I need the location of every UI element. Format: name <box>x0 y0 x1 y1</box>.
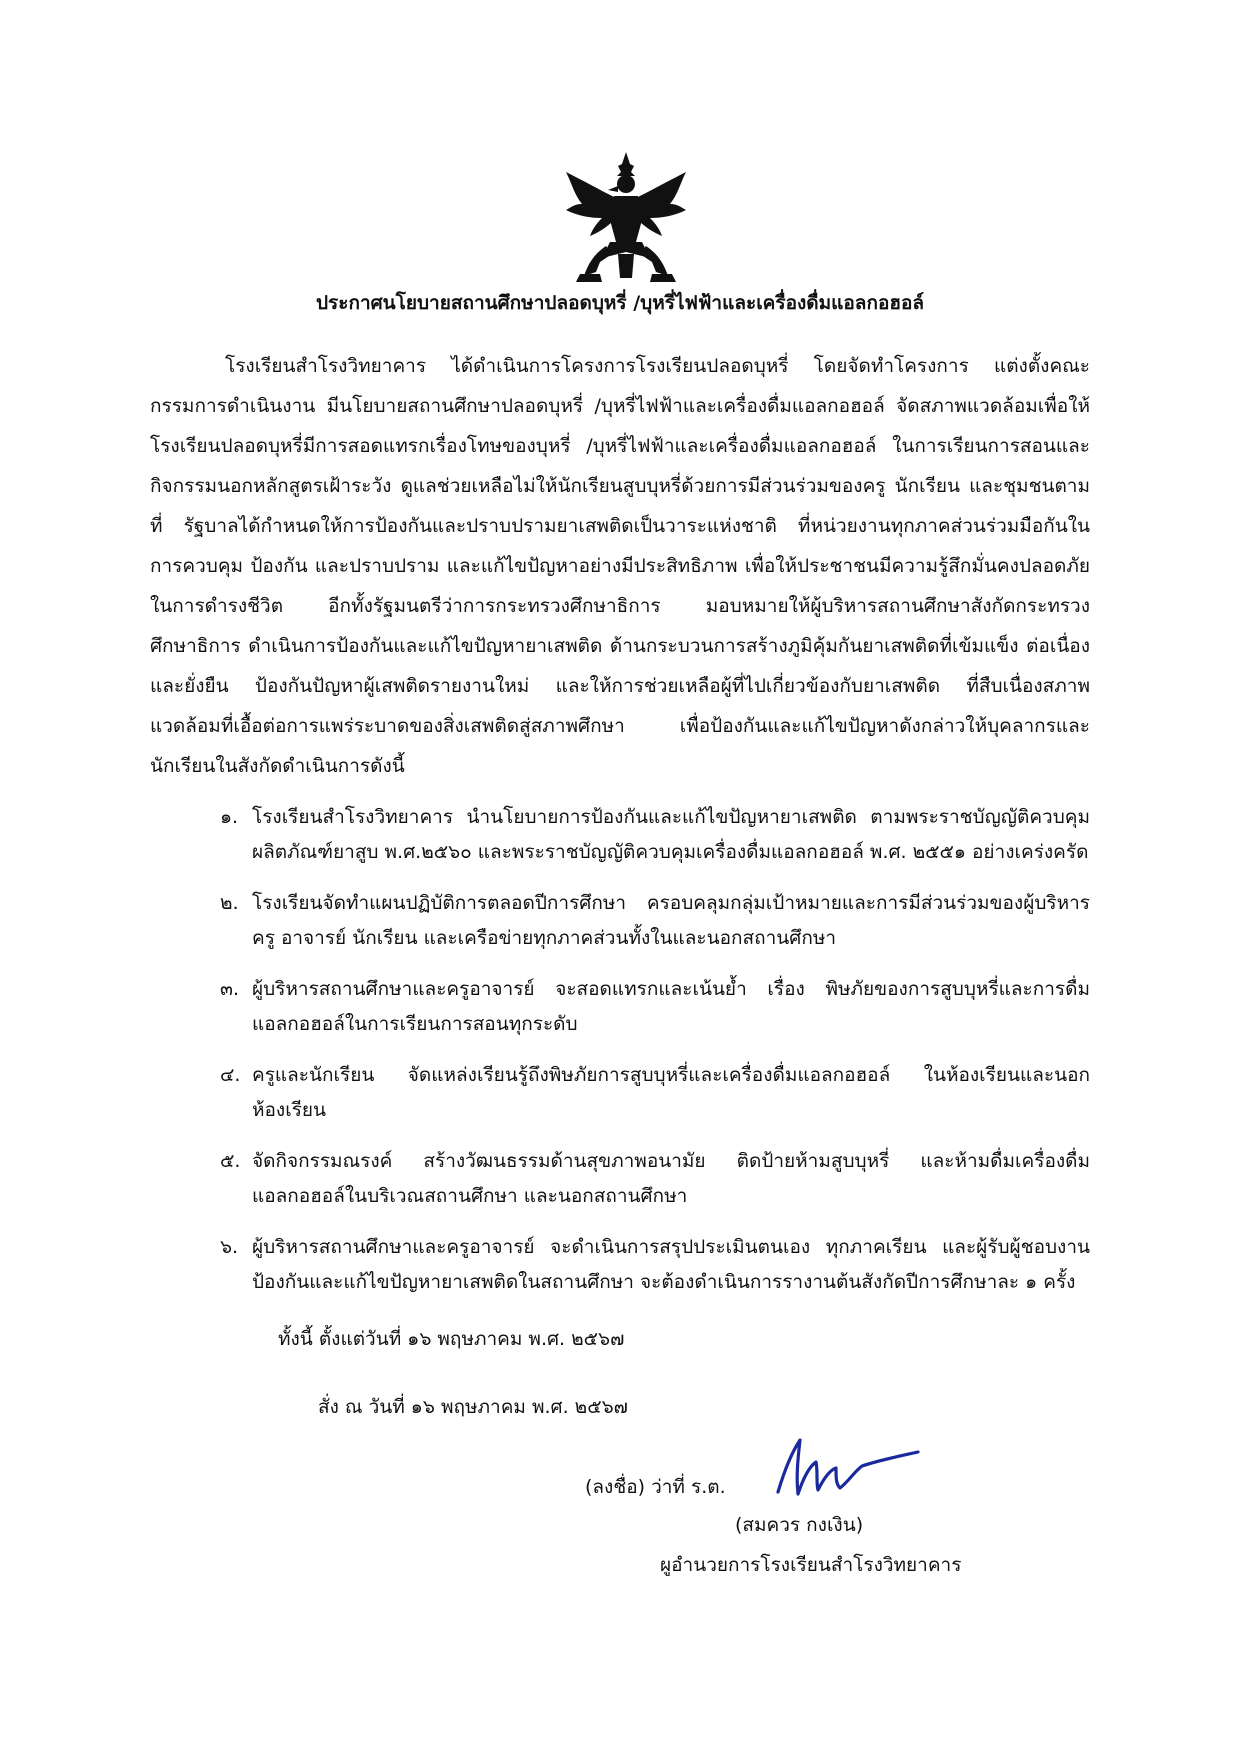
list-item <box>220 800 1090 870</box>
list-item <box>220 1230 1090 1300</box>
item-number: ๓. <box>220 978 240 1000</box>
item-text: โรงเรียนจัดทำแผนปฏิบัติการตลอดปีการศึกษา ครอบคลุมกลุ่มเป้าหมายและการมีส่วนร่วมของผู้บริหาร ครู อาจารย์ นักเรียน และเครือข่ายทุกภาคส่วนทั้งในและนอกสถานศึกษา <box>252 892 1090 949</box>
item-number: ๒. <box>220 892 239 914</box>
item-text: โรงเรียนสำโรงวิทยาคาร นำนโยบายการป้องกันและแก้ไขปัญหายาเสพติด ตามพระราชบัญญัติควบคุมผลิตภัณฑ์ยาสูบ พ.ศ.๒๕๖๐ และพระราชบัญญัติควบคุมเครื่องดื่มแอลกอฮอล์ พ.ศ. ๒๕๕๑ อย่างเคร่งครัด <box>252 806 1090 863</box>
handwritten-signature-icon <box>770 1432 920 1504</box>
list-item <box>220 1144 1090 1214</box>
list-item <box>220 1058 1090 1128</box>
effective-date-line: ทั้งนี้ ตั้งแต่วันที่ ๑๖ พฤษภาคม พ.ศ. ๒๕๖๗ <box>278 1328 625 1350</box>
item-number: ๕. <box>220 1150 241 1172</box>
list-item <box>220 972 1090 1042</box>
order-date-line: สั่ง ณ วันที่ ๑๖ พฤษภาคม พ.ศ. ๒๕๖๗ <box>318 1396 628 1418</box>
item-text: ผู้บริหารสถานศึกษาและครูอาจารย์ จะสอดแทรกและเน้นย้ำ เรื่อง พิษภัยของการสูบบุหรี่และการดื่มแอลกอฮอล์ในการเรียนการสอนทุกระดับ <box>252 978 1090 1035</box>
item-text: ผู้บริหารสถานศึกษาและครูอาจารย์ จะดำเนินการสรุปประเมินตนเอง ทุกภาคเรียน และผู้รับผู้ชอบงานป้องกันและแก้ไขปัญหายาเสพติดในสถานศึกษา จะต้องดำเนินการรางานต้นสังกัดปีการศึกษาละ ๑ ครั้ง <box>252 1236 1090 1293</box>
signer-name: (สมควร กงเงิน) <box>735 1514 864 1536</box>
item-number: ๑. <box>220 806 239 828</box>
item-text: จัดกิจกรรมณรงค์ สร้างวัฒนธรรมด้านสุขภาพอนามัย ติดป้ายห้ามสูบบุหรี่ และห้ามดื่มเครื่องดื่มแอลกอฮอล์ในบริเวณสถานศึกษา และนอกสถานศึกษา <box>252 1150 1090 1207</box>
body-paragraph: โรงเรียนสำโรงวิทยาคาร ได้ดำเนินการโครงการโรงเรียนปลอดบุหรี่ โดยจัดทำโครงการ แต่งตั้งคณะกรรมการดำเนินงาน มีนโยบายสถานศึกษาปลอดบุหรี่ /บุหรี่ไฟฟ้าและเครื่องดื่มแอลกอฮอล์ จัดสภาพแวดล้อมเพื่อให้โรงเรียนปลอดบุหรี่มีการสอดแทรกเรื่องโทษของบุหรี่ /บุหรี่ไฟฟ้าและเครื่องดื่มแอลกอฮอล์ ในการเรียนการสอนและกิจกรรมนอกหลักสูตรเฝ้าระวัง ดูแลช่วยเหลือไม่ให้นักเรียนสูบบุหรี่ด้วยการมีส่วนร่วมของครู นักเรียน และชุมชนตามที่ รัฐบาลได้กำหนดให้การป้องกันและปราบปรามยาเสพติดเป็นวาระแห่งชาติ ที่หน่วยงานทุกภาคส่วนร่วมมือกันในการควบคุม ป้องกัน และปราบปราม และแก้ไขปัญหาอย่างมีประสิทธิภาพ เพื่อให้ประชาชนมีความรู้สึกมั่นคงปลอดภัยในการดำรงชีวิต อีกทั้งรัฐมนตรีว่าการกระทรวงศึกษาธิการ มอบหมายให้ผู้บริหารสถานศึกษาสังกัดกระทรวงศึกษาธิการ ดำเนินการป้องกันและแก้ไขปัญหายาเสพติด ด้านกระบวนการสร้างภูมิคุ้มกันยาเสพติดที่เข้มแข็ง ต่อเนื่อง และยั่งยืน ป้องกันปัญหาผู้เสพติดรายงานใหม่ และให้การช่วยเหลือผู้ที่ไปเกี่ยวข้องกับยาเสพติด ที่สืบเนื่องสภาพแวดล้อมที่เอื้อต่อการแพร่ระบาดของสิ่งเสพติดสู่สภาพศึกษา เพื่อป้องกันและแก้ไขปัญหาดังกล่าวให้บุคลากรและนักเรียนในสังกัดดำเนินการดังนี้ <box>150 355 1090 777</box>
item-number: ๔. <box>220 1064 241 1086</box>
signature-label: (ลงชื่อ) ว่าที่ ร.ต. <box>585 1476 726 1498</box>
document-title: ประกาศนโยบายสถานศึกษาปลอดบุหรี่ /บุหรี่ไฟฟ้าและเครื่องดื่มแอลกอฮอล์ <box>315 292 925 314</box>
garuda-emblem-icon <box>560 150 692 285</box>
item-number: ๖. <box>220 1236 239 1258</box>
item-text: ครูและนักเรียน จัดแหล่งเรียนรู้ถึงพิษภัยการสูบบุหรี่และเครื่องดื่มแอลกอฮอล์ ในห้องเรียนและนอกห้องเรียน <box>252 1064 1090 1121</box>
policy-list <box>220 800 1090 1316</box>
signer-position: ผูอำนวยการโรงเรียนสำโรงวิทยาคาร <box>660 1554 962 1576</box>
list-item <box>220 886 1090 956</box>
